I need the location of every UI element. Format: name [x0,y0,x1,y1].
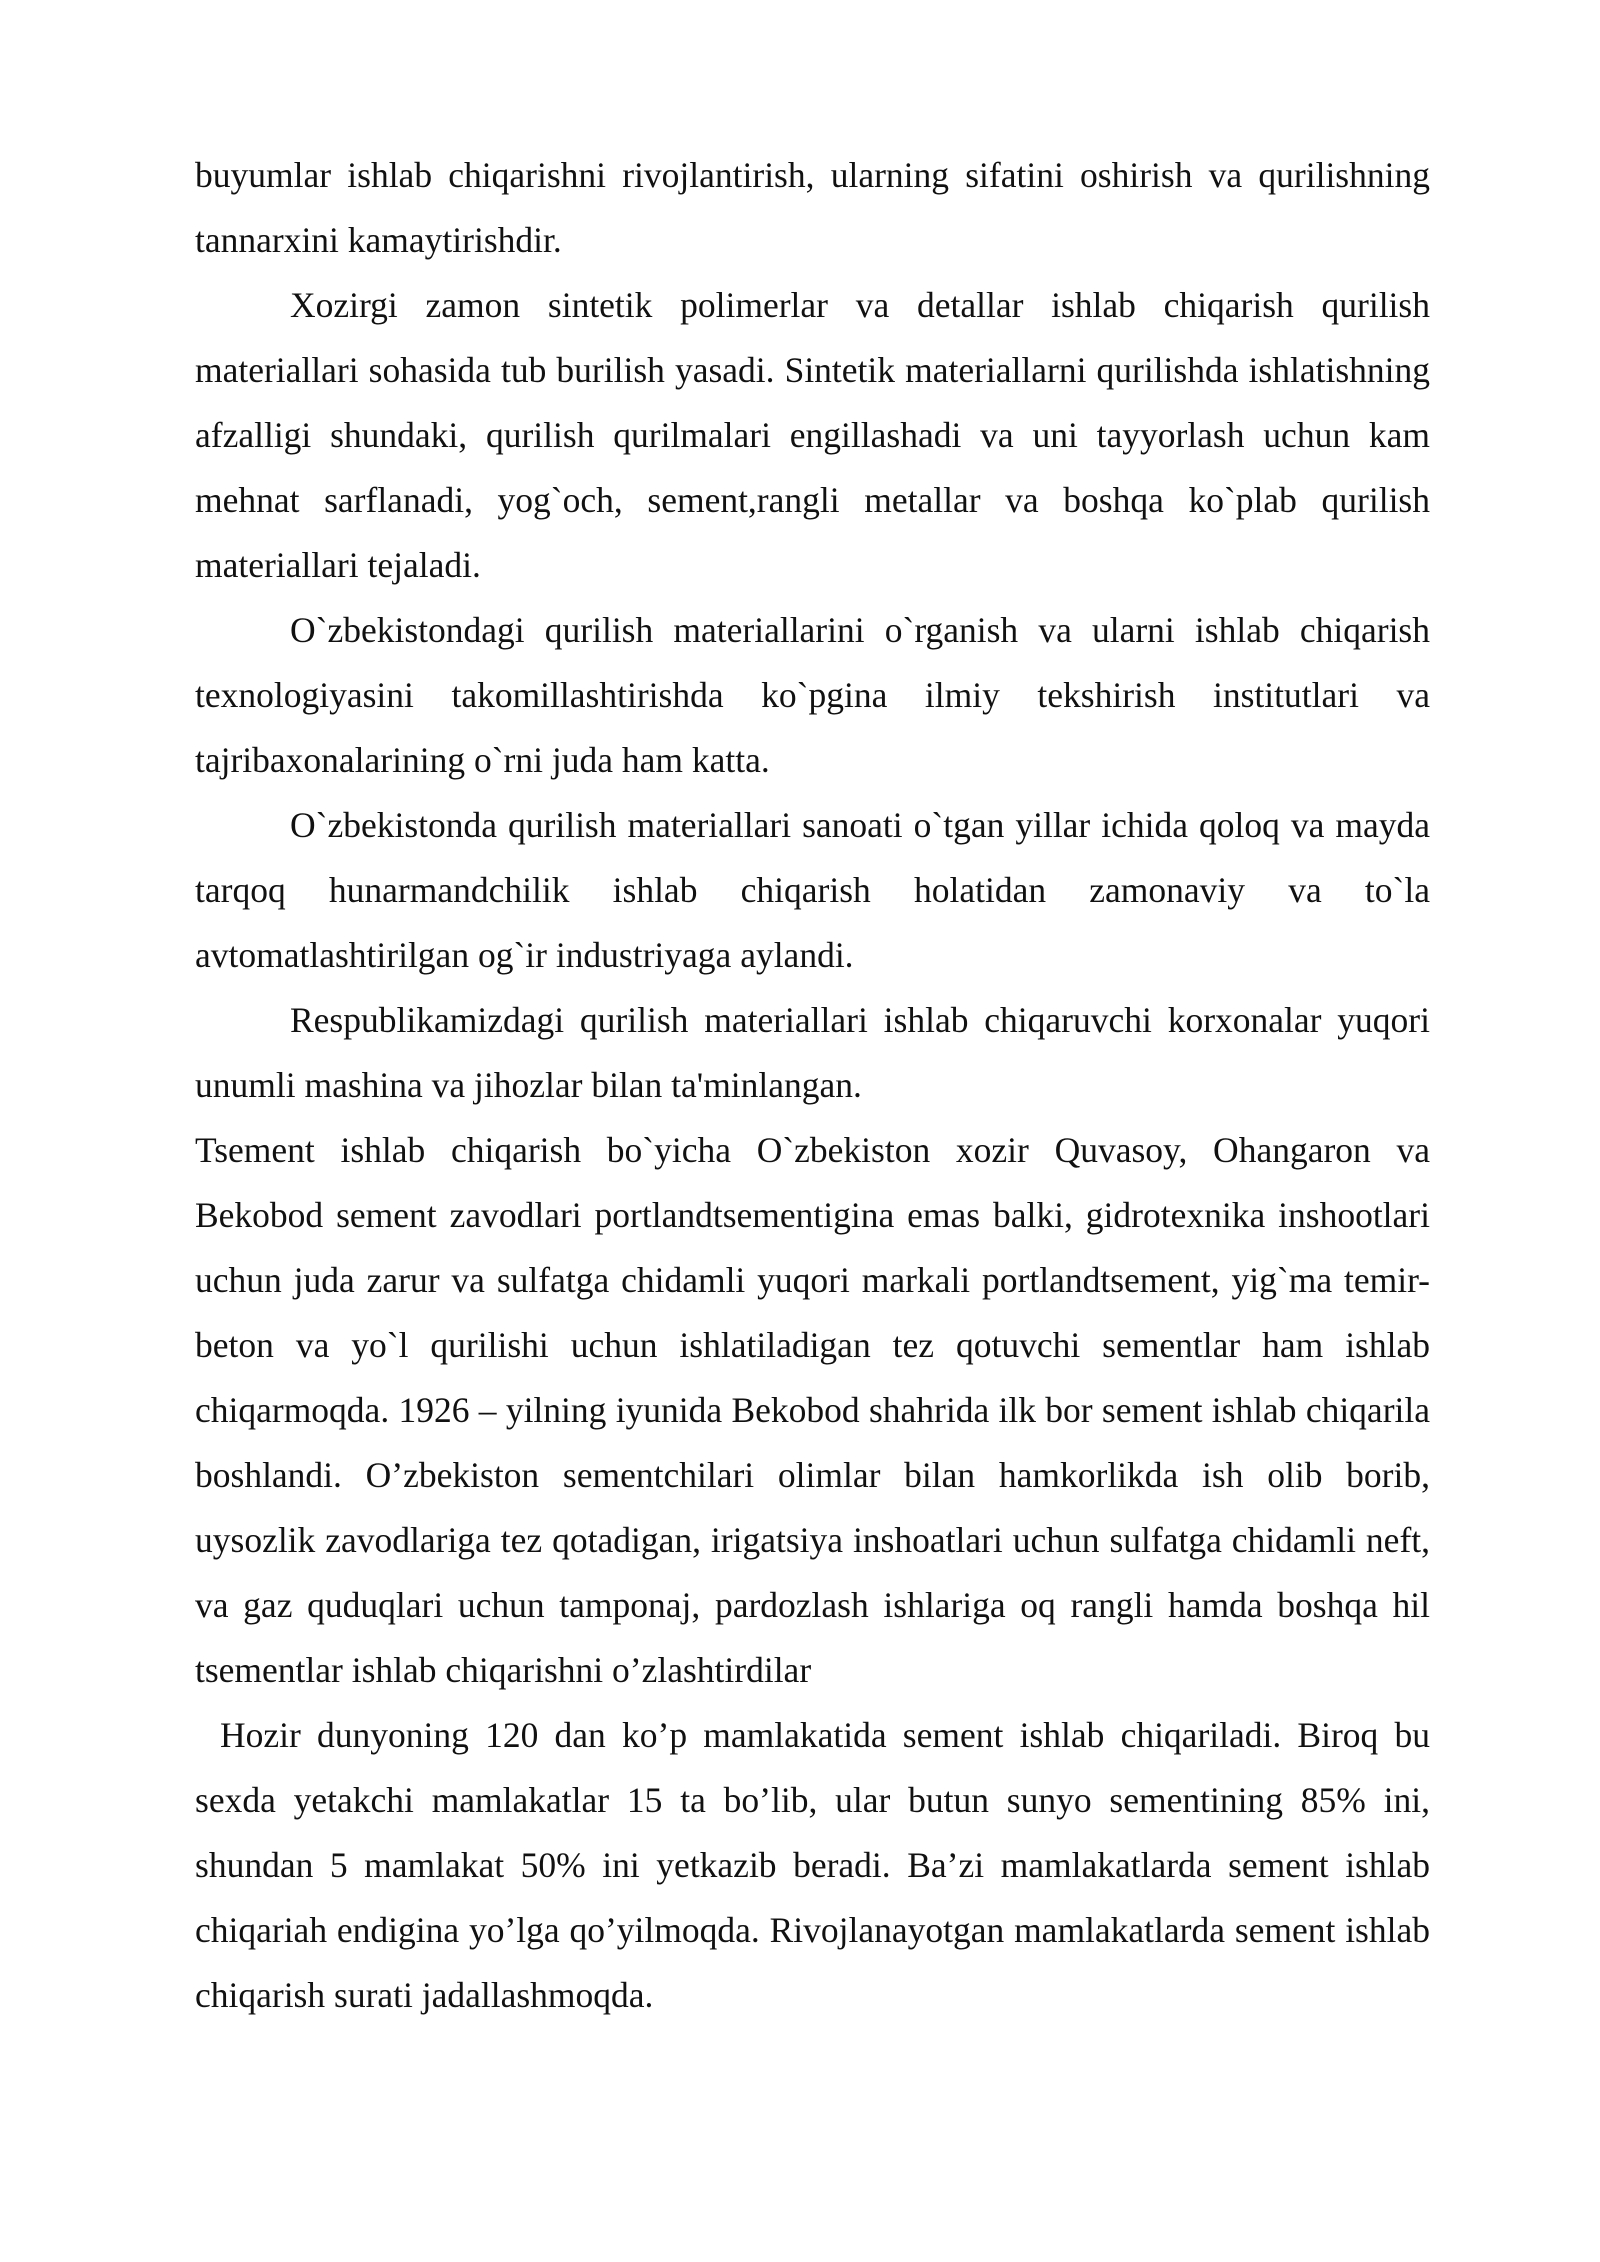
document-page [195,143,1430,2028]
paragraph-3: O`zbekistondagi qurilish materiallarini o`rganish va ularni ishlab chiqarish texnologiyasini takomillashtirishda ko`pgina ilmiy tekshirish institutlari va tajribaxonalarining o`rni juda ham katta. [195,610,1430,780]
paragraph-6: Tsement ishlab chiqarish bo`yicha O`zbekiston xozir Quvasoy, Ohangaron va Bekobod sement zavodlari portlandtsementigina emas balki, gidrotexnika inshootlari uchun juda zarur va sulfatga chidamli yuqori markali portlandtsement, yig`ma temir-beton va yo`l qurilishi uchun ishlatiladigan tez qotuvchi sementlar ham ishlab chiqarmoqda. 1926 – yilning iyunida Bekobod shahrida ilk bor sement ishlab chiqarila boshlandi. O’zbekiston sementchilari olimlar bilan hamkorlikda ish olib borib, uysozlik zavodlariga tez qotadigan, irigatsiya inshoatlari uchun sulfatga chidamli neft, va gaz quduqlari uchun tamponaj, pardozlash ishlariga oq rangli hamda boshqa hil tsementlar ishlab chiqarishni o’zlashtirdilar [195,1130,1430,1690]
paragraph-5: Respublikamizdagi qurilish materiallari ishlab chiqaruvchi korxonalar yuqori unumli mashina va jihozlar bilan ta'minlangan. [195,1000,1430,1105]
paragraph-7: Hozir dunyoning 120 dan ko’p mamlakatida sement ishlab chiqariladi. Biroq bu sexda yetakchi mamlakatlar 15 ta bo’lib, ular butun sunyo sementining 85% ini, shundan 5 mamlakat 50% ini yetkazib beradi. Ba’zi mamlakatlarda sement ishlab chiqariah endigina yo’lga qo’yilmoqda. Rivojlanayotgan mamlakatlarda sement ishlab chiqarish surati jadallashmoqda. [195,1715,1430,2015]
paragraph-4: O`zbekistonda qurilish materiallari sanoati o`tgan yillar ichida qoloq va mayda tarqoq hunarmandchilik ishlab chiqarish holatidan zamonaviy va to`la avtomatlashtirilgan og`ir industriyaga aylandi. [195,805,1430,975]
paragraph-2: Xozirgi zamon sintetik polimerlar va detallar ishlab chiqarish qurilish materiallari sohasida tub burilish yasadi. Sintetik materiallarni qurilishda ishlatishning afzalligi shundaki, qurilish qurilmalari engillashadi va uni tayyorlash uchun kam mehnat sarflanadi, yog`och, sement,rangli metallar va boshqa ko`plab qurilish materiallari tejaladi. [195,285,1430,585]
paragraph-1: buyumlar ishlab chiqarishni rivojlantirish, ularning sifatini oshirish va qurilishning tannarxini kamaytirishdir. [195,155,1430,260]
